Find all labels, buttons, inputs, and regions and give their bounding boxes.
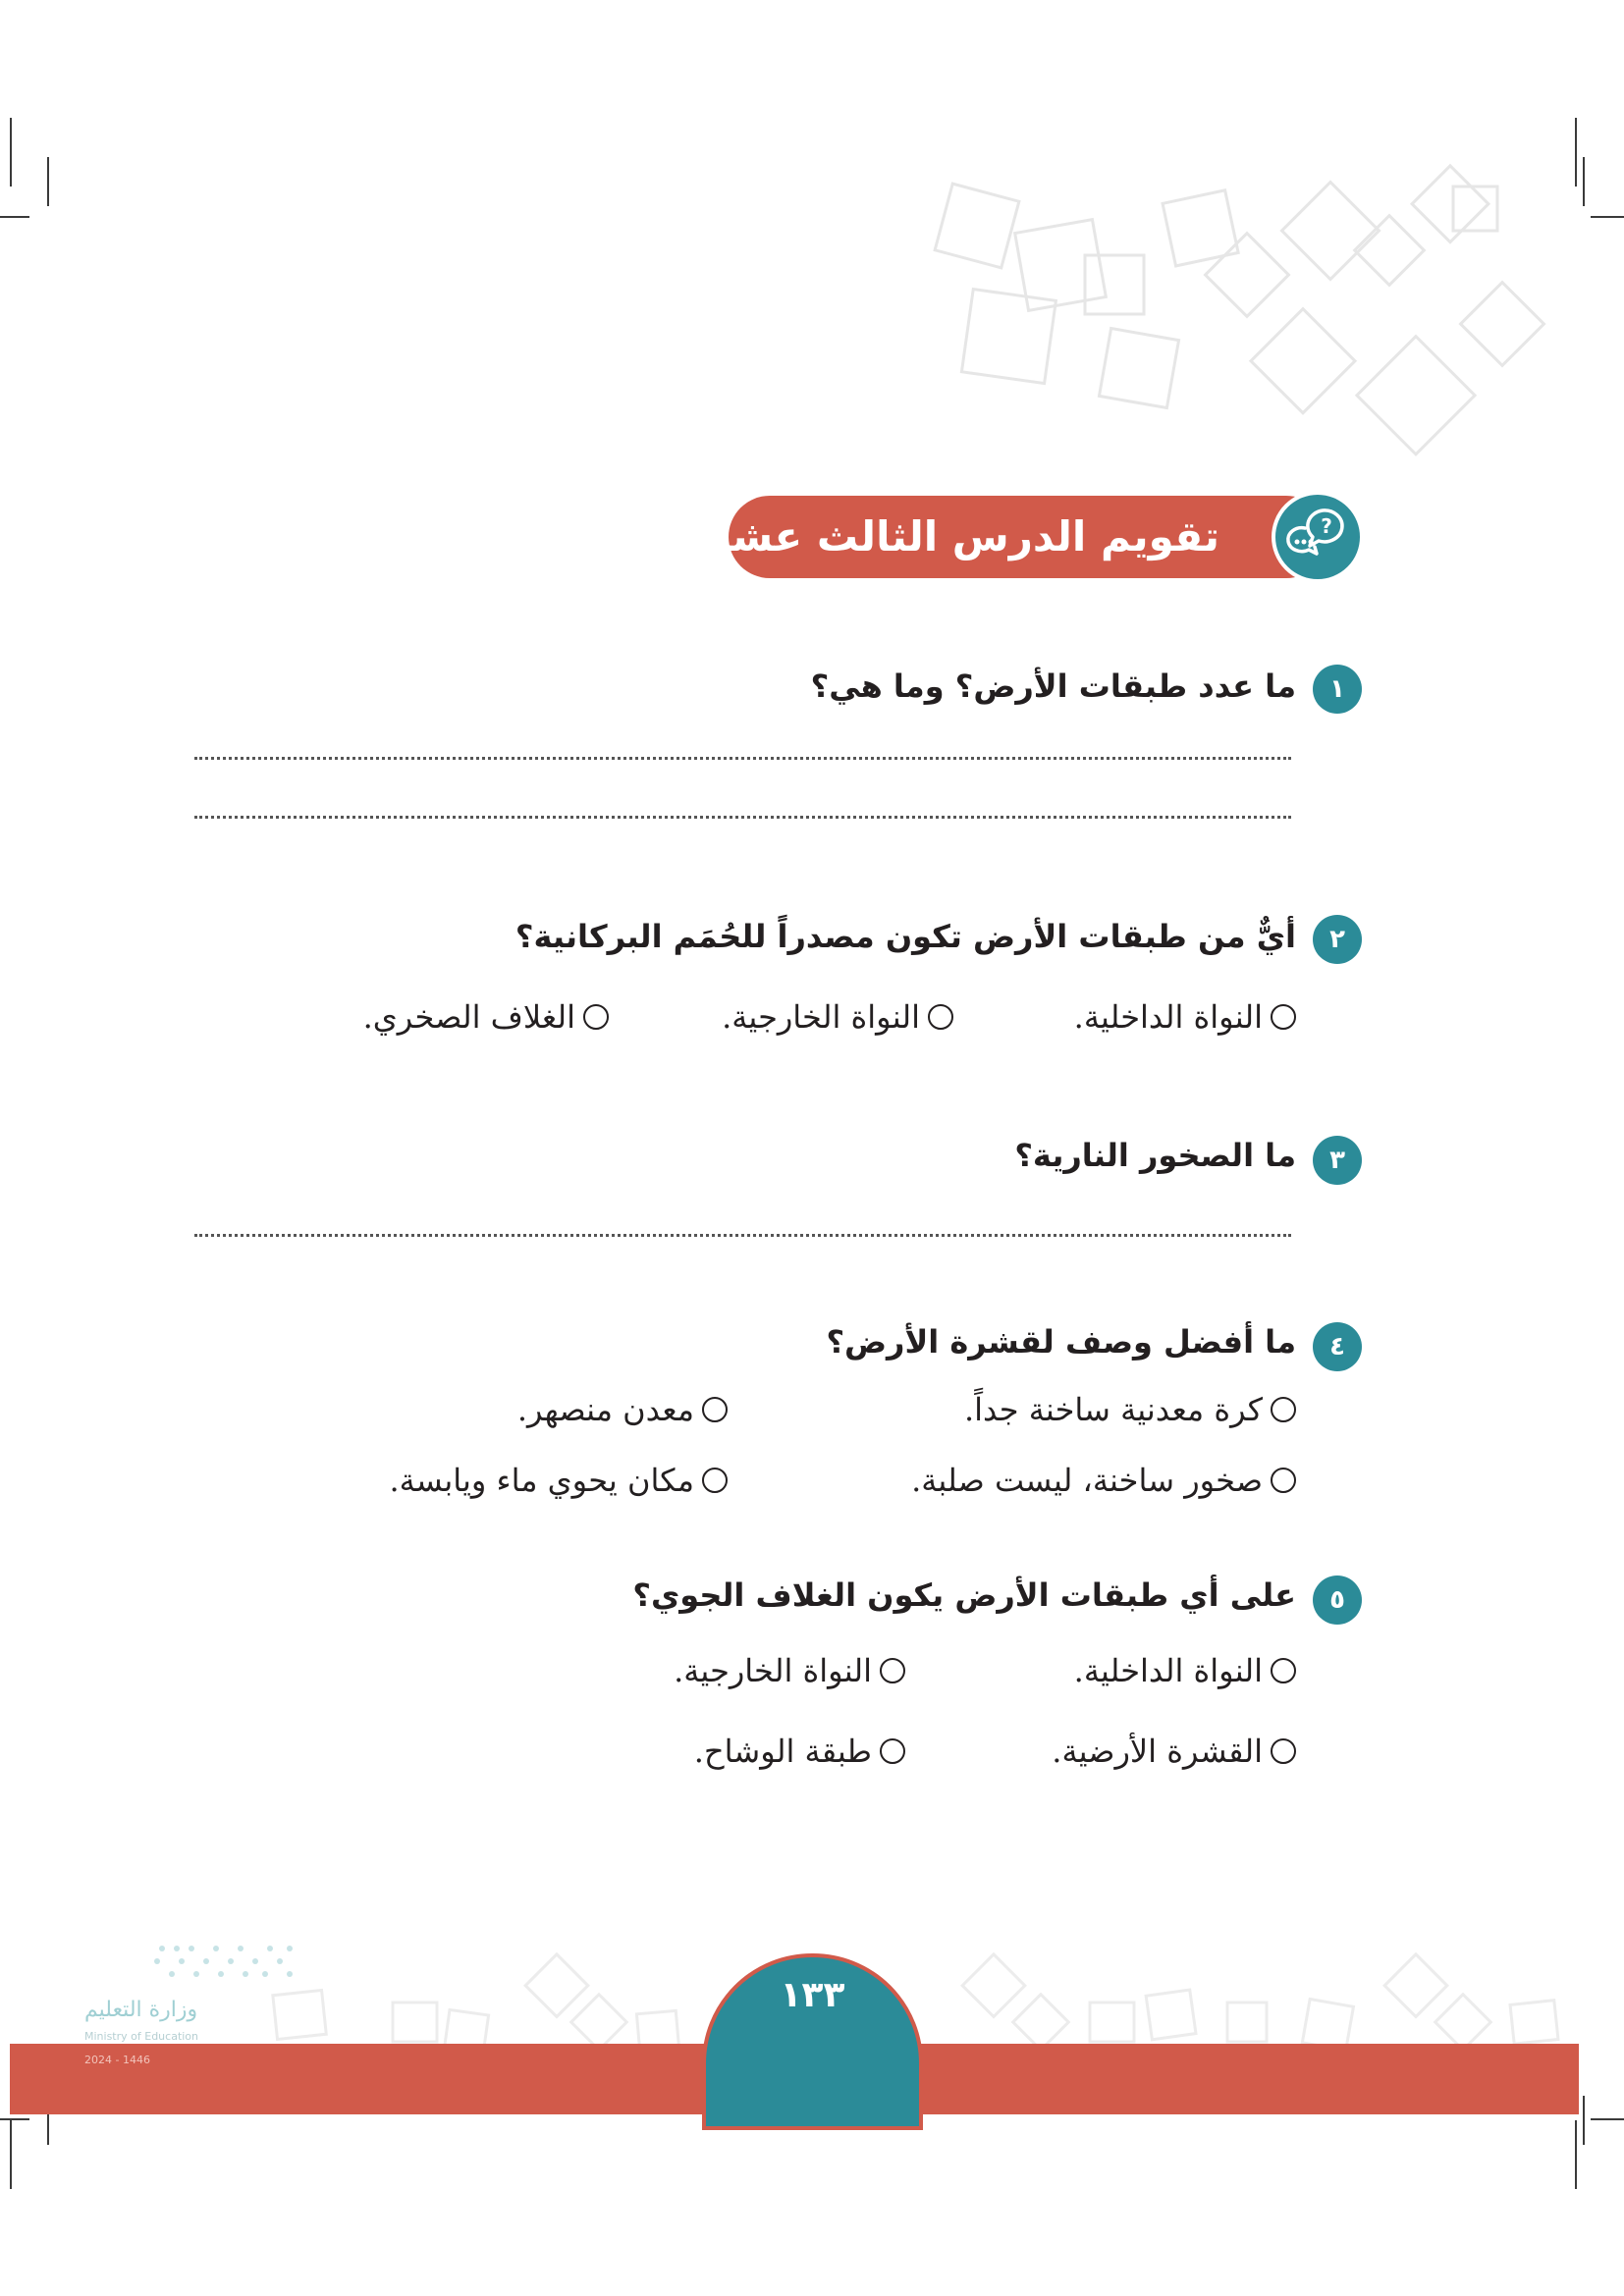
answer-option[interactable] (964, 1391, 1296, 1428)
radio-button[interactable] (1271, 1658, 1296, 1683)
answer-option-label: الغلاف الصخري. (362, 998, 575, 1036)
question-text-1: ما عدد طبقات الأرض؟ وما هي؟ (810, 667, 1296, 705)
radio-button[interactable] (1271, 1397, 1296, 1422)
radio-button[interactable] (1271, 1004, 1296, 1030)
answer-option[interactable] (674, 1652, 905, 1689)
answer-option-label: النواة الداخلية. (1073, 998, 1263, 1036)
crop-mark (1583, 2096, 1585, 2145)
page-number: ١٣٣ (780, 1975, 845, 2015)
question-number-1: ١ (1313, 665, 1362, 714)
lesson-title-banner (706, 496, 1327, 578)
crop-mark (10, 2120, 12, 2189)
decorative-pattern-top (0, 0, 1624, 491)
answer-option-label: النواة الخارجية. (722, 998, 920, 1036)
answer-option-label: طبقة الوشاح. (693, 1733, 872, 1770)
crop-mark (0, 2118, 29, 2120)
answer-option-label: النواة الداخلية. (1073, 1652, 1263, 1689)
question-speech-icon (1272, 491, 1364, 583)
question-number-4: ٤ (1313, 1322, 1362, 1371)
answer-option[interactable] (1074, 1652, 1296, 1689)
lesson-title: تقويم الدرس الثالث عشر (706, 512, 1219, 561)
answer-option-label: معدن منصهر. (516, 1391, 694, 1428)
answer-line[interactable] (194, 816, 1291, 819)
radio-button[interactable] (880, 1738, 905, 1764)
question-text-4: ما أفضل وصف لقشرة الأرض؟ (826, 1323, 1296, 1361)
question-text-2: أيٌّ من طبقات الأرض تكون مصدراً للحُمَم البركانية؟ (514, 918, 1296, 955)
answer-option[interactable] (1052, 1733, 1296, 1770)
answer-option[interactable] (1074, 998, 1296, 1036)
question-text-5: على أي طبقات الأرض يكون الغلاف الجوي؟ (632, 1576, 1296, 1614)
question-number-5: ٥ (1313, 1575, 1362, 1625)
svg-text:?: ? (1321, 514, 1332, 538)
edition-year: 2024 - 1446 (84, 2054, 150, 2066)
answer-line[interactable] (194, 757, 1291, 760)
answer-option-label: القشرة الأرضية. (1052, 1733, 1263, 1770)
answer-option[interactable] (363, 998, 609, 1036)
radio-button[interactable] (928, 1004, 953, 1030)
answer-option-label: صخور ساخنة، ليست صلبة. (911, 1462, 1263, 1499)
radio-button[interactable] (1271, 1738, 1296, 1764)
radio-button[interactable] (583, 1004, 609, 1030)
question-number-3: ٣ (1313, 1136, 1362, 1185)
ministry-name-en: Ministry of Education (84, 2030, 199, 2043)
answer-option[interactable] (722, 998, 953, 1036)
radio-button[interactable] (1271, 1468, 1296, 1493)
question-number-2: ٢ (1313, 915, 1362, 964)
answer-option[interactable] (517, 1391, 728, 1428)
crop-mark (1591, 2118, 1624, 2120)
radio-button[interactable] (880, 1658, 905, 1683)
answer-option-label: كرة معدنية ساخنة جداً. (963, 1391, 1263, 1428)
answer-option-label: مكان يحوي ماء ويابسة. (389, 1462, 694, 1499)
question-text-3: ما الصخور النارية؟ (1014, 1137, 1296, 1174)
answer-option[interactable] (389, 1462, 728, 1499)
answer-option[interactable] (911, 1462, 1296, 1499)
answer-line[interactable] (194, 1234, 1291, 1237)
radio-button[interactable] (702, 1468, 728, 1493)
crop-mark (1575, 2120, 1577, 2189)
answer-option-label: النواة الخارجية. (674, 1652, 872, 1689)
answer-option[interactable] (694, 1733, 905, 1770)
radio-button[interactable] (702, 1397, 728, 1422)
ministry-name: وزارة التعليم (84, 1998, 198, 2022)
